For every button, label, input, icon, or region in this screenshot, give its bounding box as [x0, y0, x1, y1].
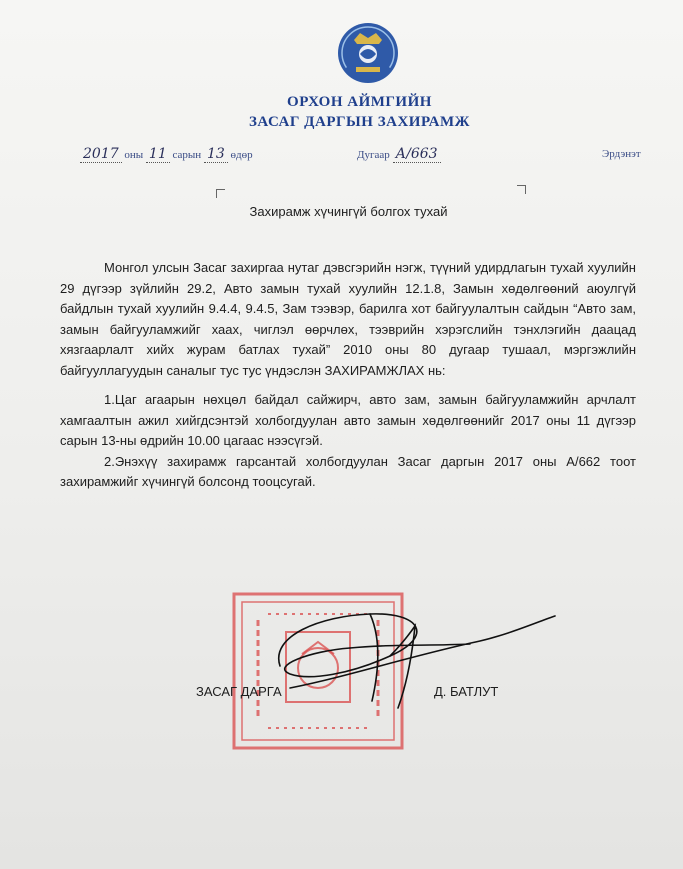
number-value: А/663 [393, 146, 441, 163]
city-name: Эрдэнэт [602, 148, 641, 160]
subject-bracket-left [216, 189, 225, 198]
state-emblem-icon [332, 20, 404, 90]
signatory-name: Д. БАТЛУТ [434, 684, 499, 699]
subject-bracket-right [517, 185, 526, 194]
document-type-title: ЗАСАГ ДАРГЫН ЗАХИРАМЖ [248, 114, 471, 130]
number-label: Дугаар [357, 149, 390, 161]
document-body [60, 258, 636, 493]
date-line [80, 146, 253, 162]
order-item-1: 1.Цаг агаарын нөхцөл байдал сайжирч, авто зам, замын байгууламжийн арчлалт хамгаалтын ажил хийгдсэнтэй холбогдуулан авто замын хөдөлгөөнийг 2017 оны 11 дүгээр сарын 13-ны өдрийн 10.00 цагаас нээсүгэй. [60, 392, 636, 448]
document-subject: Захирамж хүчингүй болгох тухай [249, 204, 448, 219]
order-item-2: 2.Энэхүү захирамж гарсантай холбогдуулан Засаг даргын 2017 оны А/662 тоот захирамжийг хүчингүй болсонд тооцсугай. [60, 453, 636, 489]
preamble-paragraph: Монгол улсын Засаг захиргаа нутаг дэвсгэрийн нэгж, түүний удирдлагын тухай хуулийн 29 дүгээр зүйлийн 29.2, Авто замын тухай хуулийн 12.1.8, Замын хөдөлгөөний аюулгүй байдлын тухай хуулийн 9.4.4, 9.4.5, Зам тээвэр, барилга хот байгуулалтын сайдын “Авто зам, замын байгууламжийг хаах, чиглэл өөрчлөх, тээврийн хэрэгслийн тэнхлэгийн даацад хязгаарлалт хийх журам батлах тухай” 2010 оны 80 дугаар тушаал, мэргэжлийн байгууллагуудын саналыг тус тус үндэслэн ЗАХИРАМЖЛАХ нь: [60, 260, 636, 378]
date-day: 13 [204, 146, 228, 163]
document-number [357, 146, 441, 162]
date-year: 2017 [80, 146, 122, 163]
date-month-suffix: сарын [172, 149, 202, 161]
handwritten-signature [230, 596, 560, 726]
date-year-suffix: оны [124, 149, 144, 161]
organization-title: ОРХОН АЙМГИЙН [287, 94, 432, 110]
date-month: 11 [146, 146, 170, 163]
date-day-suffix: өдөр [230, 149, 253, 161]
signatory-title: ЗАСАГ ДАРГА [196, 684, 282, 699]
